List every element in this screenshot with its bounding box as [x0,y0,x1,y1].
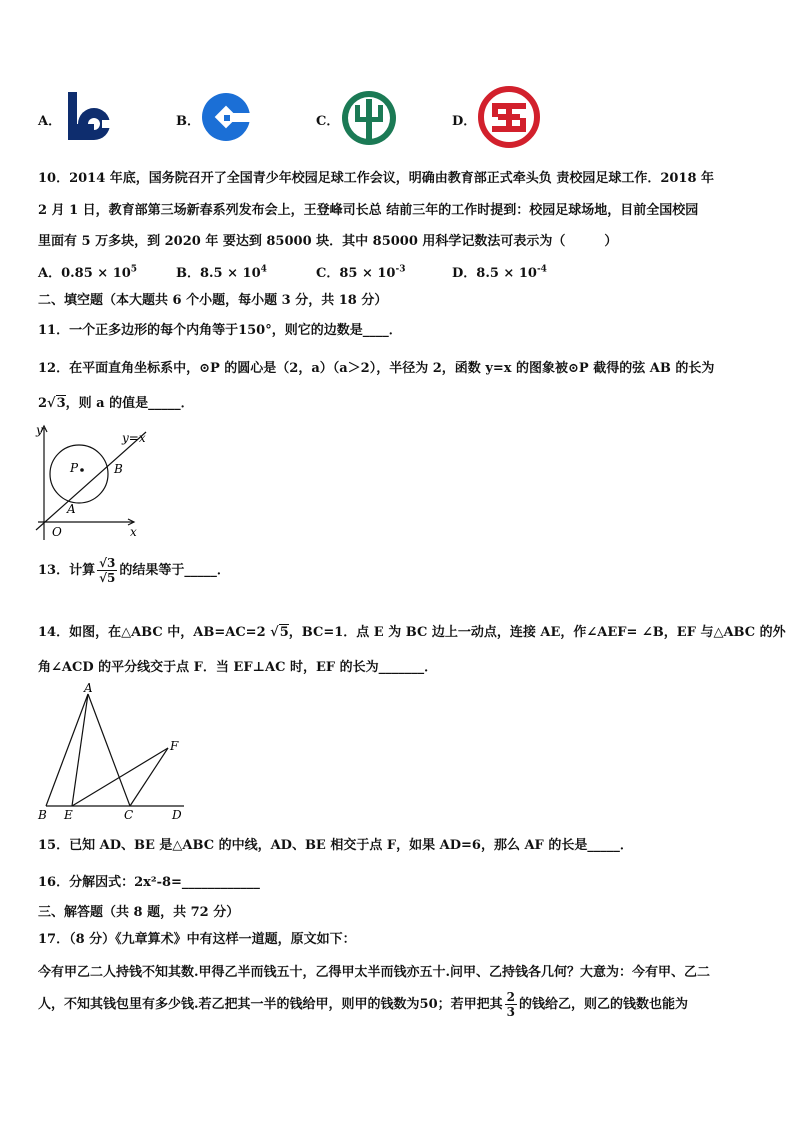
q14-line-1: 14．如图，在△ABC 中，AB=AC=2 √5，BC=1．点 E 为 BC 边上一动点，连接 AE，作∠AEF= ∠B，EF 与△ABC 的外 [38,625,786,640]
q13-fraction: $\frac{√3}{√5}$ [99,556,116,585]
q17-line-3: 人，不知其钱包里有多少钱.若乙把其一半的钱给甲，则甲的钱数为50；若甲把其 $\frac{2}{3}$ 的钱给乙，则乙的钱数也能为 [38,990,688,1019]
q14-fig-label-f: F [170,739,179,753]
q9-option-b-label: B． [176,114,200,129]
q12-fig-label-y: y [36,423,43,437]
q17-line-2: 今有甲乙二人持钱不知其数.甲得乙半而钱五十，乙得甲太半而钱亦五十.问甲、乙持钱各几何？大意为：今有甲、乙二 [38,965,711,980]
q14-figure [36,680,186,822]
icbc-logo [478,86,540,148]
q10-line-2: 2 月 1 日，教育部第三场新春系列发布会上，王登峰司长总 结前三年的工作时提到：校园足球场地，目前全国校园 [38,203,699,218]
q12-fig-label-o: O [52,525,62,539]
q17-line-1: 17．（8 分）《九章算术》中有这样一道题，原文如下： [38,932,356,947]
q14-fig-label-e: E [64,808,73,822]
agricultural-bank-of-china-logo [340,89,398,147]
q9-option-a-label: A． [38,114,62,129]
q15-text: 15．已知 AD、BE 是△ABC 的中线，AD、BE 相交于点 F，如果 AD=6，那么 AF 的长是_____． [38,838,633,853]
q12-fig-label-line: y=x [122,431,146,445]
q10-option-b: B．$8.5 \times 10^4$ [176,264,267,281]
section-3-heading: 三、解答题（共 8 题，共 72 分） [38,905,240,920]
q12-fig-label-p: P [70,461,79,475]
q16-text: 16．分解因式：2x²-8=____________ [38,875,260,890]
q12-fig-label-b: B [114,462,123,476]
q12-sqrt-radicand: 3 [56,396,66,411]
q14-line-2: 角∠ACD 的平分线交于点 F．当 EF⊥AC 时，EF 的长为_______． [38,660,438,675]
q17-fraction: $\frac{2}{3}$ [506,990,515,1019]
q12-line-2: 2√3，则 a 的值是_____． [38,396,194,411]
q10-option-d: D．$8.5 \times 10^{-4}$ [452,264,547,281]
q14-fig-label-a: A [84,681,93,695]
q12-line-1: 12．在平面直角坐标系中，⊙P 的圆心是（2，a）（a＞2），半径为 2，函数 y=x 的图象被⊙P 截得的弦 AB 的长为 [38,361,715,376]
q10-option-a: A．$0.85 \times 10^5$ [38,264,138,281]
section-2-heading: 二、填空题（本大题共 6 个小题，每小题 3 分，共 18 分） [38,293,388,308]
q11-text: 11．一个正多边形的每个内角等于150°，则它的边数是____． [38,323,402,338]
q12-fig-label-a: A [67,502,76,516]
q12-figure [34,422,154,544]
q10-option-c: C．$85 \times 10^{-3}$ [316,264,406,281]
q14-fig-label-c: C [124,808,134,822]
q10-line-1: 10．2014 年底，国务院召开了全国青少年校园足球工作会议，明确由教育部正式牵头负 责校园足球工作．2018 年 [38,171,715,186]
q12-sqrt-coef: 2 [38,396,48,411]
q13-text: 13．计算 $\frac{√3}{√5}$ 的结果等于_____． [38,556,230,585]
bank-of-communications-logo [64,90,118,144]
q14-fig-label-d: D [172,808,182,822]
q9-option-c-label: C． [316,114,340,129]
china-construction-bank-logo [200,91,252,143]
q10-line-3: 里面有 5 万多块，到 2020 年 要达到 85000 块．其中 85000 用科学记数法可表示为（ ） [38,234,618,249]
q12-fig-label-x: x [130,525,137,539]
q9-option-d-label: D． [452,114,477,129]
q14-fig-label-b: B [38,808,47,822]
